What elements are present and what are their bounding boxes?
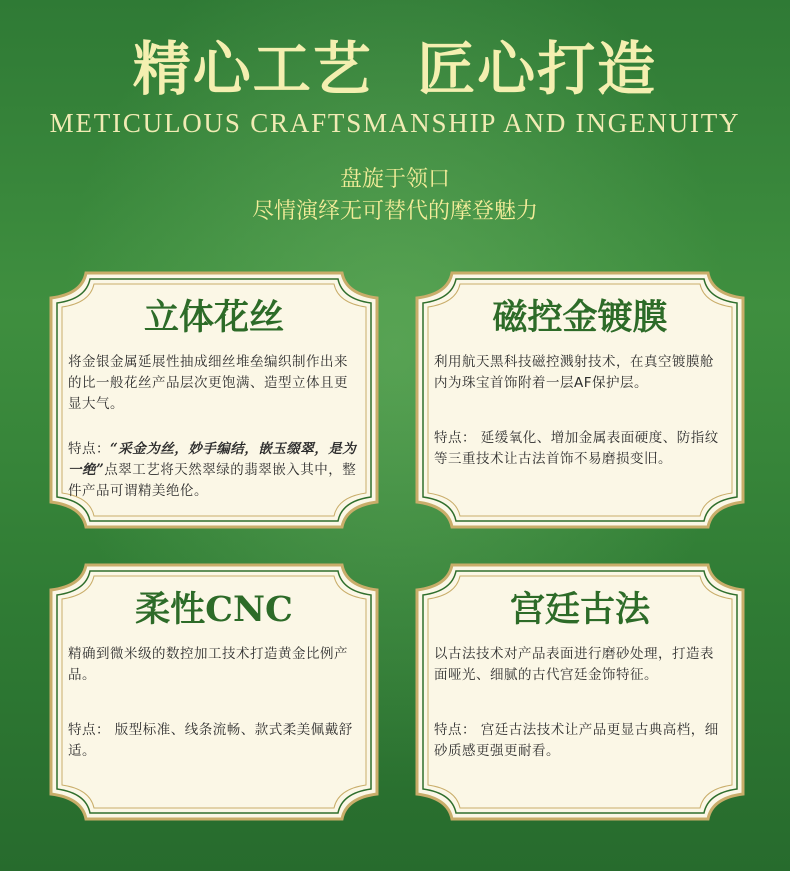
card-description: 利用航天黑科技磁控溅射技术，在真空镀膜舱内为珠宝首饰附着一层AF保护层。 xyxy=(434,354,714,391)
card-description: 精确到微米级的数控加工技术打造黄金比例产品。 xyxy=(68,646,348,683)
card-body xyxy=(68,352,360,502)
card-description: 以古法技术对产品表面进行磨砂处理，打造表面哑光、细腻的古代宫廷金饰特征。 xyxy=(434,646,714,683)
card-filigree xyxy=(46,268,382,532)
card-title: 磁控金镀膜 xyxy=(492,297,668,338)
card-body xyxy=(434,352,726,470)
card-flexible-cnc xyxy=(46,560,382,824)
card-body xyxy=(68,644,360,762)
page-subtitle-en: METICULOUS CRAFTSMANSHIP AND INGENUITY xyxy=(49,108,741,138)
feature-text: 点翠工艺将天然翠绿的翡翠嵌入其中，整件产品可谓精美绝伦。 xyxy=(68,462,357,499)
feature-label: 特点： xyxy=(68,441,110,457)
page-title: 精心工艺 匠心打造 xyxy=(132,35,658,103)
card-feature: 特点： 版型标准、线条流畅、款式柔美佩戴舒适。 xyxy=(68,722,353,759)
card-title: 柔性CNC xyxy=(135,589,293,630)
tagline-line-2: 尽情演绎无可替代的摩登魅力 xyxy=(251,199,538,224)
card-palace-ancient-method xyxy=(412,560,748,824)
feature-quote: “采金为丝，妙手编结，嵌玉缀翠，是为一绝” xyxy=(68,441,357,478)
card-feature: 特点： 延缓氧化、增加金属表面硬度、防指纹等三重技术让古法首饰不易磨损变旧。 xyxy=(434,430,719,467)
card-title: 立体花丝 xyxy=(143,297,284,338)
card-feature: 特点： 宫廷古法技术让产品更显古典高档，细砂质感更强更耐看。 xyxy=(434,722,719,759)
card-magnetron-coating xyxy=(412,268,748,532)
card-feature xyxy=(68,439,360,502)
card-title: 宫廷古法 xyxy=(509,589,650,630)
card-body xyxy=(434,644,726,762)
card-description: 将金银金属延展性抽成细丝堆垒编织制作出来的比一般花丝产品层次更饱满、造型立体且更显大气。 xyxy=(68,354,348,412)
tagline-line-1: 盘旋于领口 xyxy=(339,167,450,192)
